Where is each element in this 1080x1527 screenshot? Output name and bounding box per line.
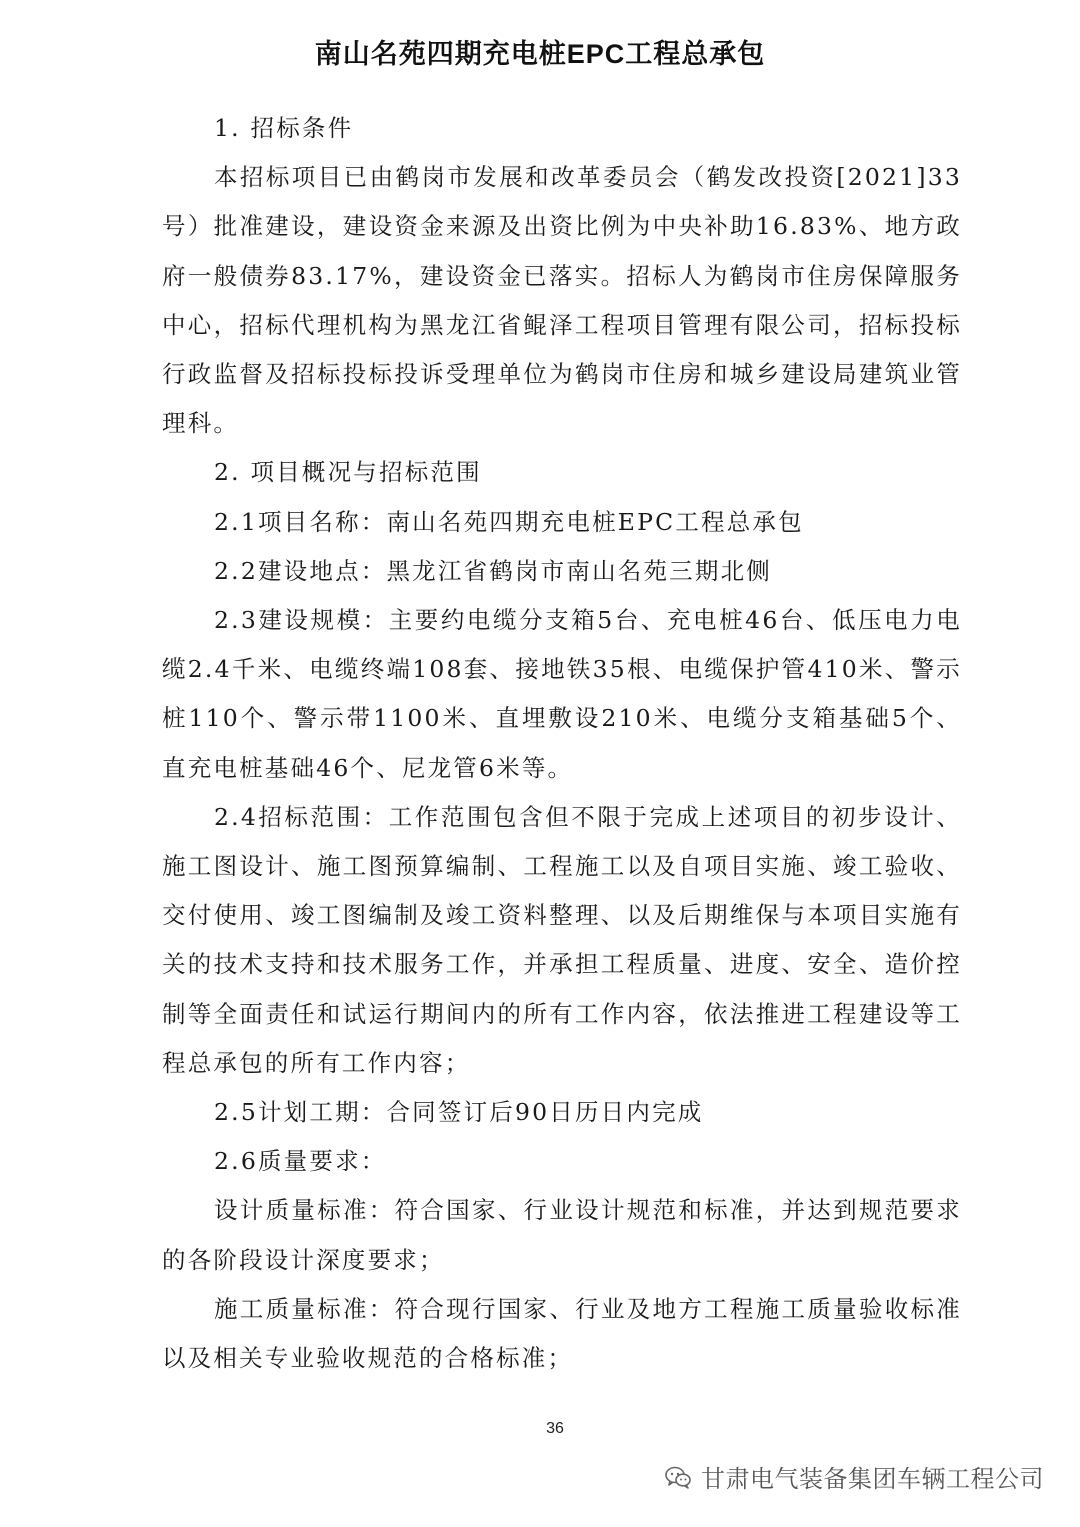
section-heading-project-overview: 2. 项目概况与招标范围 bbox=[214, 458, 482, 487]
paragraph-bidding-scope: 2.4招标范围：工作范围包含但不限于完成上述项目的初步设计、施工图设计、施工图预算编制、工程施工以及自项目实施、竣工验收、交付使用、竣工图编制及竣工资料整理、以及后期维保与本项目实施有关的技术支持和技术服务工作，并承担工程质量、进度、安全、造价控制等全面责任和试运行期间内的所有工作内容，依法推进工程建设等工程总承包的所有工作内容； bbox=[162, 802, 962, 1077]
paragraph-construction-period: 2.5计划工期：合同签订后90日历日内完成 bbox=[214, 1098, 704, 1127]
watermark-account-name: 甘肃电气装备集团车辆工程公司 bbox=[701, 1465, 1044, 1493]
paragraph-construction-scale: 2.3建设规模：主要约电缆分支箱5台、充电桩46台、低压电力电缆2.4千米、电缆终端108套、接地铁35根、电缆保护管410米、警示桩110个、警示带1100米、直埋敷设210米、电缆分支箱基础5个、直充电桩基础46个、尼龙管6米等。 bbox=[162, 606, 962, 782]
document-title: 南山名苑四期充电桩EPC工程总承包 bbox=[314, 39, 766, 69]
paragraph-bidding-conditions: 本招标项目已由鹤岗市发展和改革委员会（鹤发改投资[2021]33号）批准建设，建设资金来源及出资比例为中央补助16.83%、地方政府一般债券83.17%，建设资金已落实。招标人为鹤岗市住房保障服务中心，招标代理机构为黑龙江省鲲泽工程项目管理有限公司，招标投标行政监督及招标投标投诉受理单位为鹤岗市住房和城乡建设局建筑业管理科。 bbox=[162, 163, 962, 438]
paragraph-design-quality: 设计质量标准：符合国家、行业设计规范和标准，并达到规范要求的各阶段设计深度要求； bbox=[162, 1196, 962, 1274]
section-heading-bidding-conditions: 1. 招标条件 bbox=[214, 114, 354, 142]
wechat-watermark bbox=[663, 1459, 1044, 1494]
wechat-icon bbox=[663, 1462, 693, 1492]
document-body bbox=[162, 104, 962, 1383]
paragraph-quality-requirements: 2.6质量要求： bbox=[214, 1147, 387, 1176]
paragraph-construction-quality: 施工质量标准：符合现行国家、行业及地方工程施工质量验收标准以及相关专业验收规范的合格标准； bbox=[162, 1294, 962, 1373]
page-number: 36 bbox=[546, 1420, 564, 1437]
paragraph-project-name: 2.1项目名称：南山名苑四期充电桩EPC工程总承包 bbox=[214, 507, 804, 536]
paragraph-construction-site: 2.2建设地点：黑龙江省鹤岗市南山名苑三期北侧 bbox=[214, 556, 772, 585]
